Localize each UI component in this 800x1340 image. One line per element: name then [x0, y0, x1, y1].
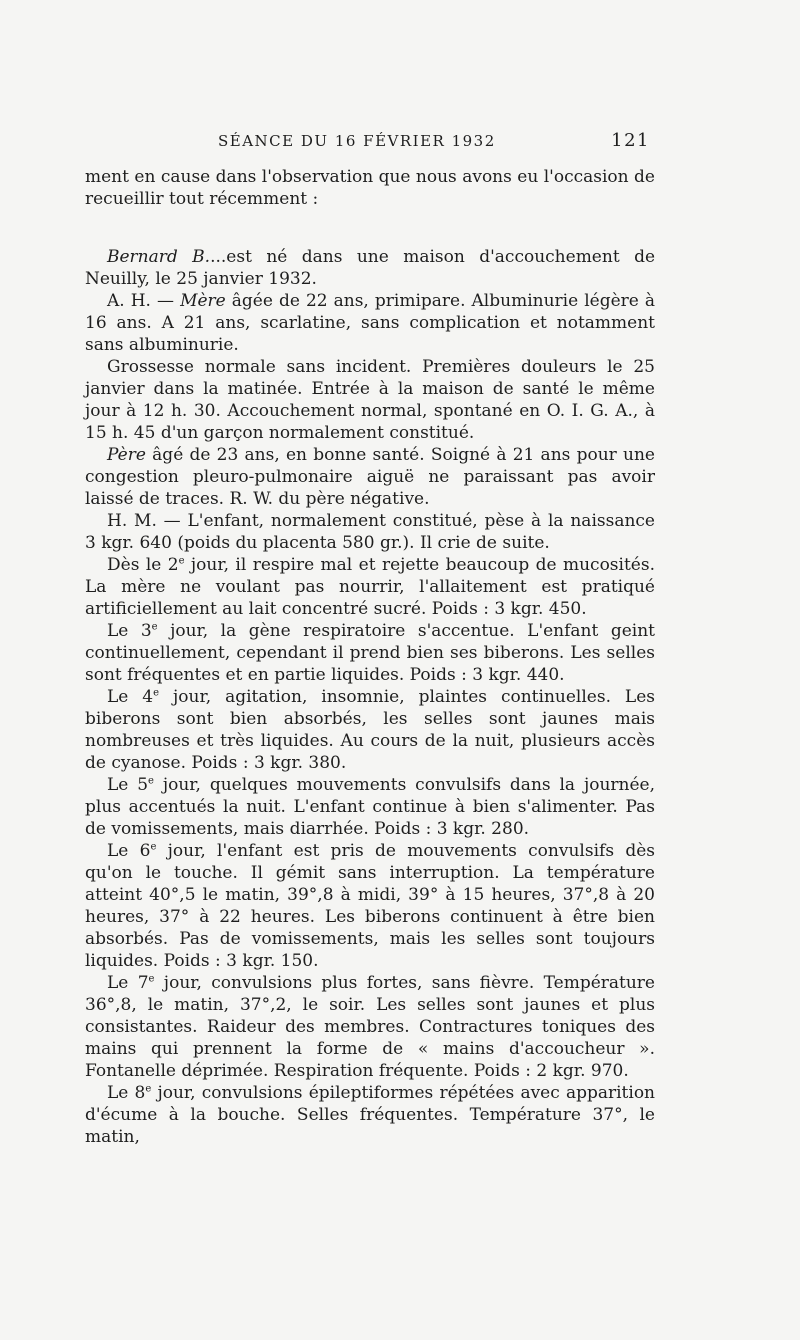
paragraph-day-3: Le 3e jour, la gène respiratoire s'accentue. L'enfant geint continuellement, cependant il prend bien ses biberons. Les selles sont fréquentes et en partie liquides. Poids : 3 kgr. 440. [85, 621, 655, 685]
paragraph-intro: ment en cause dans l'observation que nous avons eu l'occasion de recueillir tout récemment : [85, 167, 655, 209]
paragraph-pregnancy: Grossesse normale sans incident. Premières douleurs le 25 janvier dans la matinée. Entrée à la maison de santé le même jour à 12 h. 30. Accouchement normal, spontané en O. I. G. A., à 15 h. 45 d'un garçon normalement constitué. [85, 357, 655, 443]
paragraph-birth: H. M. — L'enfant, normalement constitué, pèse à la naissance 3 kgr. 640 (poids du placenta 580 gr.). Il crie de suite. [85, 511, 655, 553]
paragraph-mother: A. H. — Mère âgée de 22 ans, primipare. Albuminurie légère à 16 ans. A 21 ans, scarlatine, sans complication et notamment sans albuminurie. [85, 291, 656, 355]
paragraph-patient: Bernard B....est né dans une maison d'accouchement de Neuilly, le 25 janvier 1932. [85, 247, 656, 289]
running-head [218, 128, 650, 154]
paragraph-day-4: Le 4e jour, agitation, insomnie, plaintes continuelles. Les biberons sont bien absorbés, les selles sont jaunes mais nombreuses et très liquides. Au cours de la nuit, plusieurs accès de cyanose. Poids : 3 kgr. 380. [85, 687, 655, 773]
page-number: 121 [611, 130, 650, 151]
paragraph-day-2: Dès le 2e jour, il respire mal et rejette beaucoup de mucosités. La mère ne voulant pas nourrir, l'allaitement est pratiqué artificiellement au lait concentré sucré. Poids : 3 kgr. 450. [85, 555, 655, 619]
paragraph-day-5: Le 5e jour, quelques mouvements convulsifs dans la journée, plus accentués la nuit. L'enfant continue à bien s'alimenter. Pas de vomissements, mais diarrhée. Poids : 3 kgr. 280. [85, 775, 655, 839]
paragraph-day-6: Le 6e jour, l'enfant est pris de mouvements convulsifs dès qu'on le touche. Il gémit sans interruption. La température atteint 40°,5 le matin, 39°,8 à midi, 39° à 15 heures, 37°,8 à 20 heures, 37° à 22 heures. Les biberons continuent à être bien absorbés. Pas de vomissements, mais les selles sont toujours liquides. Poids : 3 kgr. 150. [85, 841, 655, 971]
running-title: SÉANCE DU 16 FÉVRIER 1932 [218, 132, 496, 150]
paragraph-day-7: Le 7e jour, convulsions plus fortes, sans fièvre. Température 36°,8, le matin, 37°,2, le soir. Les selles sont jaunes et plus consistantes. Raideur des membres. Contractures toniques des mains qui prennent la forme de « mains d'accoucheur ». Fontanelle déprimée. Respiration fréquente. Poids : 2 kgr. 970. [85, 973, 655, 1081]
paragraph-father: Père âgé de 23 ans, en bonne santé. Soigné à 21 ans pour une congestion pleuro-pulmonaire aiguë ne paraissant pas avoir laissé de traces. R. W. du père négative. [85, 445, 655, 509]
body-text [85, 166, 655, 1148]
paragraph-day-8: Le 8e jour, convulsions épileptiformes répétées avec apparition d'écume à la bouche. Selles fréquentes. Température 37°, le matin, [85, 1083, 655, 1147]
